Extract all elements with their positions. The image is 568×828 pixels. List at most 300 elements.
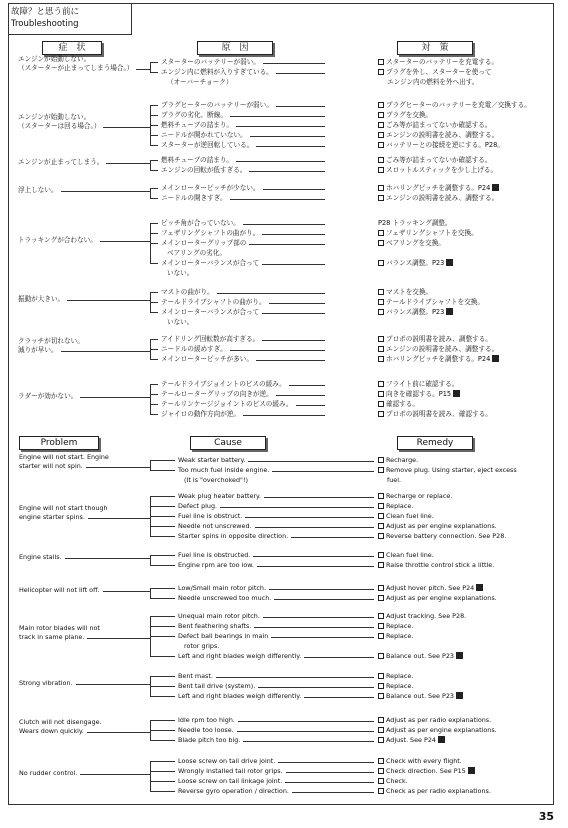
en-bracket-tick (150, 781, 175, 782)
jp-cause-text: テールローターグリップの向きが逆。 (161, 390, 273, 398)
en-remedy-text: Check as per radio explanations. (386, 787, 491, 795)
en-cause-text: Idle rpm too high. (178, 716, 235, 724)
en-remedy (378, 787, 491, 796)
en-bracket (150, 555, 151, 565)
en-remedy (378, 726, 497, 735)
en-cause-leader (292, 792, 374, 793)
en-bracket-tick (150, 696, 175, 697)
en-remedy (378, 632, 413, 641)
en-problem-text: Engine stalls. (19, 552, 62, 561)
en-cause-text: Defect plug. (178, 502, 218, 510)
en-problem-leader (87, 732, 150, 733)
jp-remedy (378, 194, 498, 203)
en-bracket-tick (150, 791, 175, 792)
jp-bracket-tick (150, 188, 158, 189)
jp-cause-leader (256, 360, 325, 361)
en-cause-text: Defect ball bearings in main (178, 632, 269, 640)
en-remedy-text: Adjust as per radio explanations. (386, 716, 492, 724)
en-remedy (378, 612, 466, 621)
photo-reference-icon (453, 390, 460, 397)
en-remedy (378, 522, 497, 531)
jp-bracket-tick (150, 233, 158, 234)
en-cause-text: Too much fuel inside engine. (178, 466, 270, 474)
header-cause-en: Cause (190, 436, 266, 450)
checkbox[interactable] (378, 381, 384, 387)
checkbox[interactable] (378, 457, 384, 463)
jp-bracket-tick (150, 198, 158, 199)
jp-cause-leader (217, 293, 325, 294)
jp-problem-text: クラッチが切れない。 (18, 337, 84, 345)
jp-remedy (387, 78, 478, 87)
en-bracket-tick (150, 598, 175, 599)
en-bracket-tick (150, 536, 175, 537)
jp-cause-leader (249, 244, 325, 245)
en-remedy-text: Reverse battery connection. See P28. (386, 532, 507, 540)
en-bracket-tick (150, 616, 175, 617)
jp-cause-leader (243, 415, 325, 416)
jp-bracket (150, 384, 151, 414)
checkbox[interactable] (378, 59, 384, 65)
jp-remedy (378, 121, 492, 130)
en-bracket-tick (150, 565, 175, 566)
en-cause-leader (255, 527, 374, 528)
jp-remedy (378, 410, 492, 419)
en-problem-leader (88, 518, 150, 519)
jp-remedy-text: バランス調整。P23 (386, 308, 445, 316)
en-bracket-tick (150, 588, 175, 589)
en-cause-text: Needle not unscrewed. (178, 522, 252, 530)
jp-cause-text: テールドライブジョイントのビスの緩み。 (161, 380, 286, 388)
en-cause-text: Loose screw on tail linkage joint. (178, 777, 283, 785)
en-remedy-text: Remove plug. Using starter, eject excess (386, 466, 517, 474)
jp-cause-leader (230, 199, 325, 200)
checkbox[interactable] (378, 758, 384, 764)
en-remedy-text: Check. (386, 777, 408, 785)
checkbox[interactable] (378, 585, 384, 591)
en-remedy-text: Adjust tracking. See P28. (386, 612, 467, 620)
en-remedy-text: Clean fuel line. (386, 551, 434, 559)
checkbox[interactable] (378, 493, 384, 499)
jp-bracket-tick (150, 359, 158, 360)
checkbox[interactable] (378, 309, 384, 315)
jp-bracket-tick (150, 125, 158, 126)
en-problem-text: track in same plane. (19, 633, 85, 641)
en-remedy-text: Balance out. See P23 (386, 652, 454, 660)
jp-cause-leader (230, 116, 325, 117)
jp-cause-text: いない。 (167, 269, 194, 277)
en-cause-text: Reverse gyro operation / direction. (178, 787, 289, 795)
en-problem-leader (76, 684, 150, 685)
en-cause-leader (304, 697, 374, 698)
en-cause-text: rotor grips. (184, 642, 220, 650)
jp-remedy-text: フェザリングシャフトを交換。 (386, 229, 478, 237)
en-cause-leader (216, 677, 374, 678)
jp-cause-leader (250, 136, 325, 137)
jp-remedy-text: フライト前に確認する。 (386, 380, 459, 388)
en-cause-text: Wrongly installed tail rotor grips. (178, 767, 283, 775)
en-remedy (378, 551, 434, 560)
en-problem-text: engine starter spins. (19, 513, 85, 521)
en-cause-leader (237, 731, 374, 732)
en-remedy-text: Adjust as per engine explanations. (386, 594, 497, 602)
en-cause-leader (278, 762, 374, 763)
jp-remedy-text: プロポの説明書を読み、調整する。 (386, 335, 492, 343)
en-remedy-text: Adjust hover pitch. See P24 (386, 584, 475, 592)
jp-cause-text: 燃料チューブの詰まり。 (161, 121, 234, 129)
checkbox[interactable] (378, 778, 384, 784)
checkbox[interactable] (378, 623, 384, 629)
checkbox[interactable] (378, 552, 384, 558)
en-bracket (150, 588, 151, 598)
en-remedy-text: Check with every flight. (386, 757, 462, 765)
checkbox[interactable] (378, 717, 384, 723)
jp-remedy (378, 355, 499, 364)
jp-problem-text: 振動が大きい。 (18, 294, 65, 303)
en-cause-leader (269, 589, 374, 590)
checkbox[interactable] (378, 157, 384, 163)
checkbox[interactable] (378, 788, 384, 794)
jp-cause-leader (262, 313, 325, 314)
en-problem-leader (87, 638, 150, 639)
checkbox[interactable] (378, 562, 384, 568)
jp-cause-text: スターターのバッテリーが弱い。 (161, 58, 260, 66)
en-cause-text: Starter spins in opposite direction. (178, 532, 289, 540)
en-bracket-tick (150, 470, 175, 471)
en-cause-leader (243, 741, 374, 742)
en-bracket-tick (150, 496, 175, 497)
jp-problem-text: エンジンが始動しない。 (18, 55, 91, 63)
en-cause-text: Fuel line is obstructed. (178, 551, 251, 559)
checkbox[interactable] (378, 683, 384, 689)
en-remedy (378, 672, 413, 681)
jp-bracket (150, 62, 151, 72)
jp-cause-text: ニードルの開きすぎ。 (161, 194, 227, 202)
en-remedy-text: Replace. (386, 672, 414, 680)
jp-cause-text: プラグの劣化、断線。 (161, 111, 227, 119)
jp-cause-leader (256, 146, 325, 147)
en-remedy-text: Clean fuel line. (386, 512, 434, 520)
jp-cause-text: プラグヒーターのバッテリーが弱い。 (161, 101, 273, 109)
jp-remedy (378, 390, 460, 399)
jp-cause-leader (276, 73, 325, 74)
en-problem-text: starter will not spin. (19, 462, 83, 470)
jp-cause-leader (276, 395, 325, 396)
checkbox[interactable] (378, 391, 384, 397)
jp-remedy (378, 308, 453, 317)
jp-bracket-tick (150, 160, 158, 161)
jp-cause-leader (262, 264, 325, 265)
header-remedy-jp: 対 策 (397, 41, 473, 55)
en-cause-leader (304, 657, 374, 658)
jp-remedy-text: ホバリングピッチを調整する。P24 (386, 355, 491, 363)
checkbox[interactable] (378, 513, 384, 519)
jp-cause-leader (262, 340, 325, 341)
jp-remedy (378, 380, 458, 389)
photo-reference-icon (476, 584, 483, 591)
jp-cause-text: ベアリングの劣化。 (167, 249, 226, 257)
jp-bracket-tick (150, 414, 158, 415)
header-remedy-en: Remedy (397, 436, 473, 450)
title-japanese: 故障？と思う前に (11, 7, 80, 17)
en-cause-leader (291, 537, 374, 538)
checkbox[interactable] (378, 336, 384, 342)
jp-remedy-text: バッテリーとの接続を逆にする。P28。 (386, 141, 504, 149)
jp-remedy-text: エンジン内の燃料を外へ出す。 (387, 78, 479, 86)
jp-bracket-tick (150, 72, 158, 73)
jp-problem-leader (100, 241, 150, 242)
jp-cause-text: エンジンの回転が低すぎる。 (161, 166, 247, 174)
en-cause-text: Low/Small main rotor pitch. (178, 584, 266, 592)
checkbox[interactable] (378, 467, 384, 473)
checkbox[interactable] (378, 613, 384, 619)
en-cause-text: Unequal main rotor pitch. (178, 612, 260, 620)
en-cause-leader (238, 721, 374, 722)
jp-cause-text: マストの曲がり。 (161, 288, 214, 296)
en-remedy (378, 622, 413, 631)
en-remedy (378, 456, 418, 465)
checkbox[interactable] (378, 693, 384, 699)
checkbox[interactable] (378, 240, 384, 246)
en-cause-text: Needle too loose. (178, 726, 234, 734)
photo-reference-icon (438, 736, 445, 743)
en-cause-leader (285, 782, 374, 783)
en-cause-text: Fuel line is obstruct. (178, 512, 243, 520)
header-problem-en: Problem (19, 436, 99, 450)
jp-remedy (378, 111, 432, 120)
en-cause-text: Engine rpm are too low. (178, 561, 254, 569)
checkbox[interactable] (378, 69, 384, 75)
checkbox[interactable] (378, 299, 384, 305)
photo-reference-icon (468, 767, 475, 774)
en-bracket (150, 460, 151, 470)
jp-cause-text: 燃料チューブの詰まり。 (161, 156, 234, 164)
jp-problem-leader (67, 300, 150, 301)
en-remedy (378, 594, 497, 603)
jp-problem-leader (61, 351, 150, 352)
jp-problem-leader (80, 397, 150, 398)
en-remedy (378, 561, 494, 570)
en-remedy-text: Balance out. See P23 (386, 692, 454, 700)
jp-cause-text: テールリンケージジョイントのビスの緩み。 (161, 400, 293, 408)
jp-remedy (378, 184, 499, 193)
checkbox[interactable] (378, 673, 384, 679)
jp-problem-text: 減りが早い。 (18, 346, 58, 354)
jp-remedy-text: プラグを外し、スターターを使って (386, 68, 492, 76)
en-bracket-tick (150, 656, 175, 657)
checkbox[interactable] (378, 230, 384, 236)
en-remedy (378, 466, 517, 475)
jp-cause-text: メインローターピッチが少ない。 (161, 184, 260, 192)
jp-problem-leader (61, 191, 150, 192)
checkbox[interactable] (378, 633, 384, 639)
jp-remedy (378, 335, 492, 344)
jp-remedy (378, 156, 492, 165)
en-bracket-tick (150, 636, 175, 637)
en-cause-leader (263, 617, 374, 618)
en-cause-leader (220, 507, 374, 508)
photo-reference-icon (456, 692, 463, 699)
photo-reference-icon (446, 259, 453, 266)
jp-bracket-tick (150, 243, 158, 244)
jp-problem-text: エンジンが止まってしまう。 (18, 157, 104, 166)
jp-cause-leader (236, 126, 325, 127)
checkbox[interactable] (378, 411, 384, 417)
en-remedy-text: Recharge. (386, 456, 419, 464)
jp-problem-leader (136, 69, 150, 70)
jp-bracket-tick (150, 263, 158, 264)
checkbox[interactable] (378, 595, 384, 601)
jp-remedy (378, 288, 432, 297)
checkbox[interactable] (378, 653, 384, 659)
jp-cause-leader (263, 63, 325, 64)
en-remedy (378, 492, 452, 501)
en-problem-leader (65, 558, 150, 559)
en-cause-leader (248, 461, 374, 462)
en-cause-leader (254, 627, 374, 628)
en-problem-text: Clutch will not disengage. (19, 718, 102, 726)
jp-cause-leader (243, 224, 325, 225)
checkbox[interactable] (378, 768, 384, 774)
jp-cause-text: ジャイロの動作方向が逆。 (161, 410, 240, 418)
en-remedy (378, 532, 506, 541)
jp-problem-text: 浮上しない。 (18, 185, 58, 194)
en-cause-text: Bent tail drive (system). (178, 682, 256, 690)
jp-remedy-text: プラグヒーターのバッテリーを充電／交換する。 (386, 101, 531, 109)
jp-remedy-text: テールドライブシャフトを交換。 (386, 298, 484, 306)
jp-cause-leader (289, 385, 325, 386)
en-remedy (378, 777, 408, 786)
jp-remedy-text: 確認する。 (386, 400, 419, 408)
en-bracket-tick (150, 686, 175, 687)
photo-reference-icon (492, 355, 499, 362)
en-problem-leader (103, 591, 150, 592)
en-problem-text: Engine will not start. Engine (19, 453, 109, 461)
jp-problem-text: （スターターは回る場合。） (18, 122, 101, 130)
jp-cause-leader (269, 303, 325, 304)
en-remedy (378, 692, 463, 701)
en-cause-leader (257, 566, 374, 567)
en-cause-text: (It is "overchoked"!) (184, 476, 249, 484)
en-remedy (378, 736, 445, 745)
checkbox[interactable] (378, 122, 384, 128)
checkbox[interactable] (378, 737, 384, 743)
en-remedy-text: Replace. (386, 682, 414, 690)
photo-reference-icon (456, 652, 463, 659)
en-remedy-text: Replace. (386, 632, 414, 640)
jp-remedy-text: エンジンの説明書を読み、調整する。 (386, 345, 499, 353)
jp-problem-text: エンジンが始動しない。 (18, 113, 91, 121)
jp-remedy-text: プラグを交換。 (386, 111, 433, 119)
en-cause-leader (271, 637, 374, 638)
en-cause-text: Loose screw on tail drive joint. (178, 757, 276, 765)
en-cause-text: Bent mast. (178, 672, 213, 680)
en-problem-text: No rudder control. (19, 768, 78, 777)
checkbox[interactable] (378, 401, 384, 407)
jp-remedy-text: ホバリングピッチを調整する。P24 (386, 184, 491, 192)
en-cause-text: Bent feathering shafts. (178, 622, 252, 630)
jp-bracket-tick (150, 404, 158, 405)
en-bracket-tick (150, 771, 175, 772)
jp-cause-text: メインローターグリップ部の (161, 239, 247, 247)
jp-bracket-tick (150, 302, 158, 303)
checkbox[interactable] (378, 195, 384, 201)
checkbox[interactable] (378, 132, 384, 138)
checkbox[interactable] (378, 356, 384, 362)
jp-cause-text: アイドリング回転数が高すぎる。 (161, 335, 260, 343)
jp-cause-text: スターターが逆回転している。 (161, 141, 254, 149)
jp-remedy (378, 166, 497, 175)
jp-remedy (378, 131, 498, 140)
checkbox[interactable] (378, 260, 384, 266)
jp-cause-text: テールドライブシャフトの曲がり。 (161, 298, 266, 306)
checkbox[interactable] (378, 727, 384, 733)
jp-cause-text: メインローターピッチが多い。 (161, 355, 253, 363)
jp-remedy (378, 298, 484, 307)
jp-remedy (378, 259, 453, 268)
jp-problem-leader (106, 163, 150, 164)
en-bracket-tick (150, 555, 175, 556)
checkbox[interactable] (378, 289, 384, 295)
jp-remedy-text: ごみ等が詰まってないか確認する。 (386, 121, 492, 129)
jp-remedy-text: スターターのバッテリーを充電する。 (386, 58, 499, 66)
jp-cause-leader (296, 405, 325, 406)
checkbox[interactable] (378, 533, 384, 539)
en-cause-leader (264, 497, 374, 498)
checkbox[interactable] (378, 142, 384, 148)
en-cause-text: Weak starter battery. (178, 456, 246, 464)
en-problem-text: Main rotor blades will not (19, 624, 100, 632)
en-problem-leader (86, 467, 150, 468)
jp-remedy (378, 229, 478, 238)
jp-bracket (150, 188, 151, 198)
jp-bracket-tick (150, 115, 158, 116)
jp-remedy (378, 219, 451, 228)
jp-remedy-text: バランス調整。P23 (386, 259, 445, 267)
checkbox[interactable] (378, 185, 384, 191)
en-remedy (378, 716, 491, 725)
jp-bracket-tick (150, 105, 158, 106)
checkbox[interactable] (378, 112, 384, 118)
jp-remedy-text: プロポの説明書を読み、確認する。 (386, 410, 492, 418)
en-cause-text: Left and right blades weigh differently. (178, 692, 302, 700)
en-remedy (378, 767, 475, 776)
jp-problem-text: ラダーが効かない。 (18, 391, 78, 400)
en-problem-text: Strong vibration. (19, 678, 73, 687)
en-bracket-tick (150, 730, 175, 731)
jp-bracket-tick (150, 312, 158, 313)
en-remedy-text: fuel. (387, 476, 402, 484)
page-title-box (8, 3, 132, 35)
checkbox[interactable] (378, 102, 384, 108)
checkbox[interactable] (378, 503, 384, 509)
jp-problem-leader (103, 127, 150, 128)
jp-bracket-tick (150, 135, 158, 136)
jp-cause-text: ピッチ角が合っていない。 (161, 219, 240, 227)
en-bracket-tick (150, 526, 175, 527)
checkbox[interactable] (378, 523, 384, 529)
jp-cause-text: いない。 (167, 318, 194, 326)
jp-bracket-tick (150, 145, 158, 146)
jp-remedy-text: ベアリングを交換。 (386, 239, 445, 247)
en-bracket-tick (150, 761, 175, 762)
title-english: Troubleshooting (11, 19, 79, 29)
jp-remedy-text: P28 トラッキング調整。 (378, 219, 452, 227)
jp-cause-text: ニードルの緩めすぎ。 (161, 345, 227, 353)
jp-cause-leader (249, 171, 325, 172)
checkbox[interactable] (378, 167, 384, 173)
checkbox[interactable] (378, 346, 384, 352)
en-remedy (378, 512, 434, 521)
